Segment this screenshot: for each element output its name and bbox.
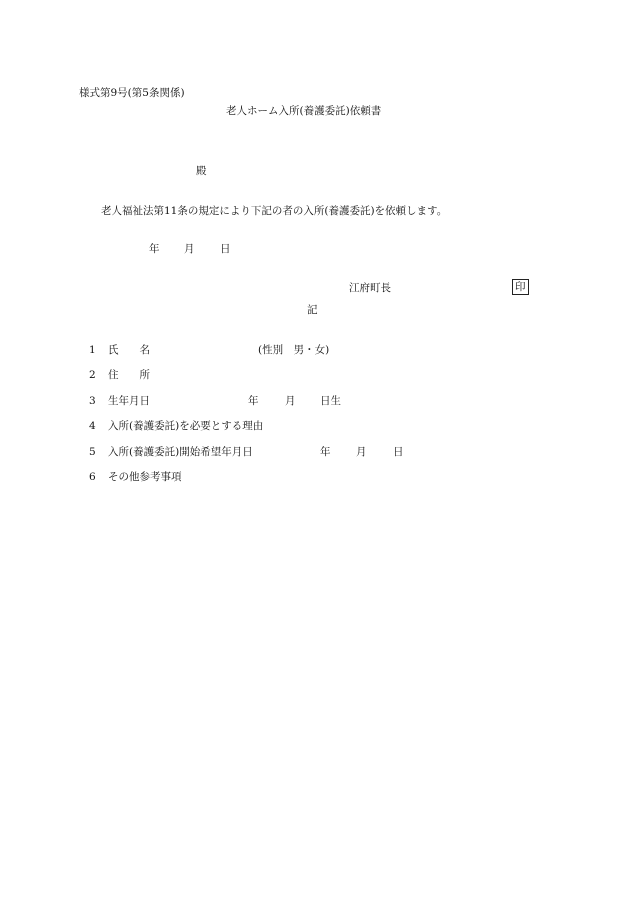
seal-box: 印 [512,279,529,295]
item-3-month: 月 [285,395,296,407]
item-5-label: 入所(養護委託)開始希望年月日 [108,446,253,458]
item-3-day: 日生 [320,395,341,407]
item-6-label: その他参考事項 [108,471,182,483]
ki-heading: 記 [307,304,318,316]
document-title: 老人ホーム入所(養護委託)依頼書 [226,105,382,117]
addressee-suffix: 殿 [196,165,207,177]
item-1-label: 氏 名 [108,344,150,356]
item-4-label: 入所(養護委託)を必要とする理由 [108,420,264,432]
item-5-number: 5 [89,446,96,458]
item-6-number: 6 [89,471,96,483]
item-5-day: 日 [393,446,404,458]
item-1-number: 1 [89,344,96,356]
date-year: 年 [149,243,160,255]
item-2-number: 2 [89,369,96,381]
item-3-year: 年 [248,395,259,407]
date-day: 日 [220,243,231,255]
form-number: 様式第9号(第5条関係) [79,87,185,99]
item-3-label: 生年月日 [108,395,150,407]
item-1-gender: (性別 男・女) [258,344,330,356]
item-5-year: 年 [320,446,331,458]
body-text: 老人福祉法第11条の規定により下記の者の入所(養護委託)を依頼します。 [101,205,448,217]
item-4-number: 4 [89,420,96,432]
item-3-number: 3 [89,395,96,407]
item-2-label: 住 所 [108,369,150,381]
item-5-month: 月 [356,446,367,458]
date-month: 月 [184,243,195,255]
issuer-name: 江府町長 [349,282,391,294]
